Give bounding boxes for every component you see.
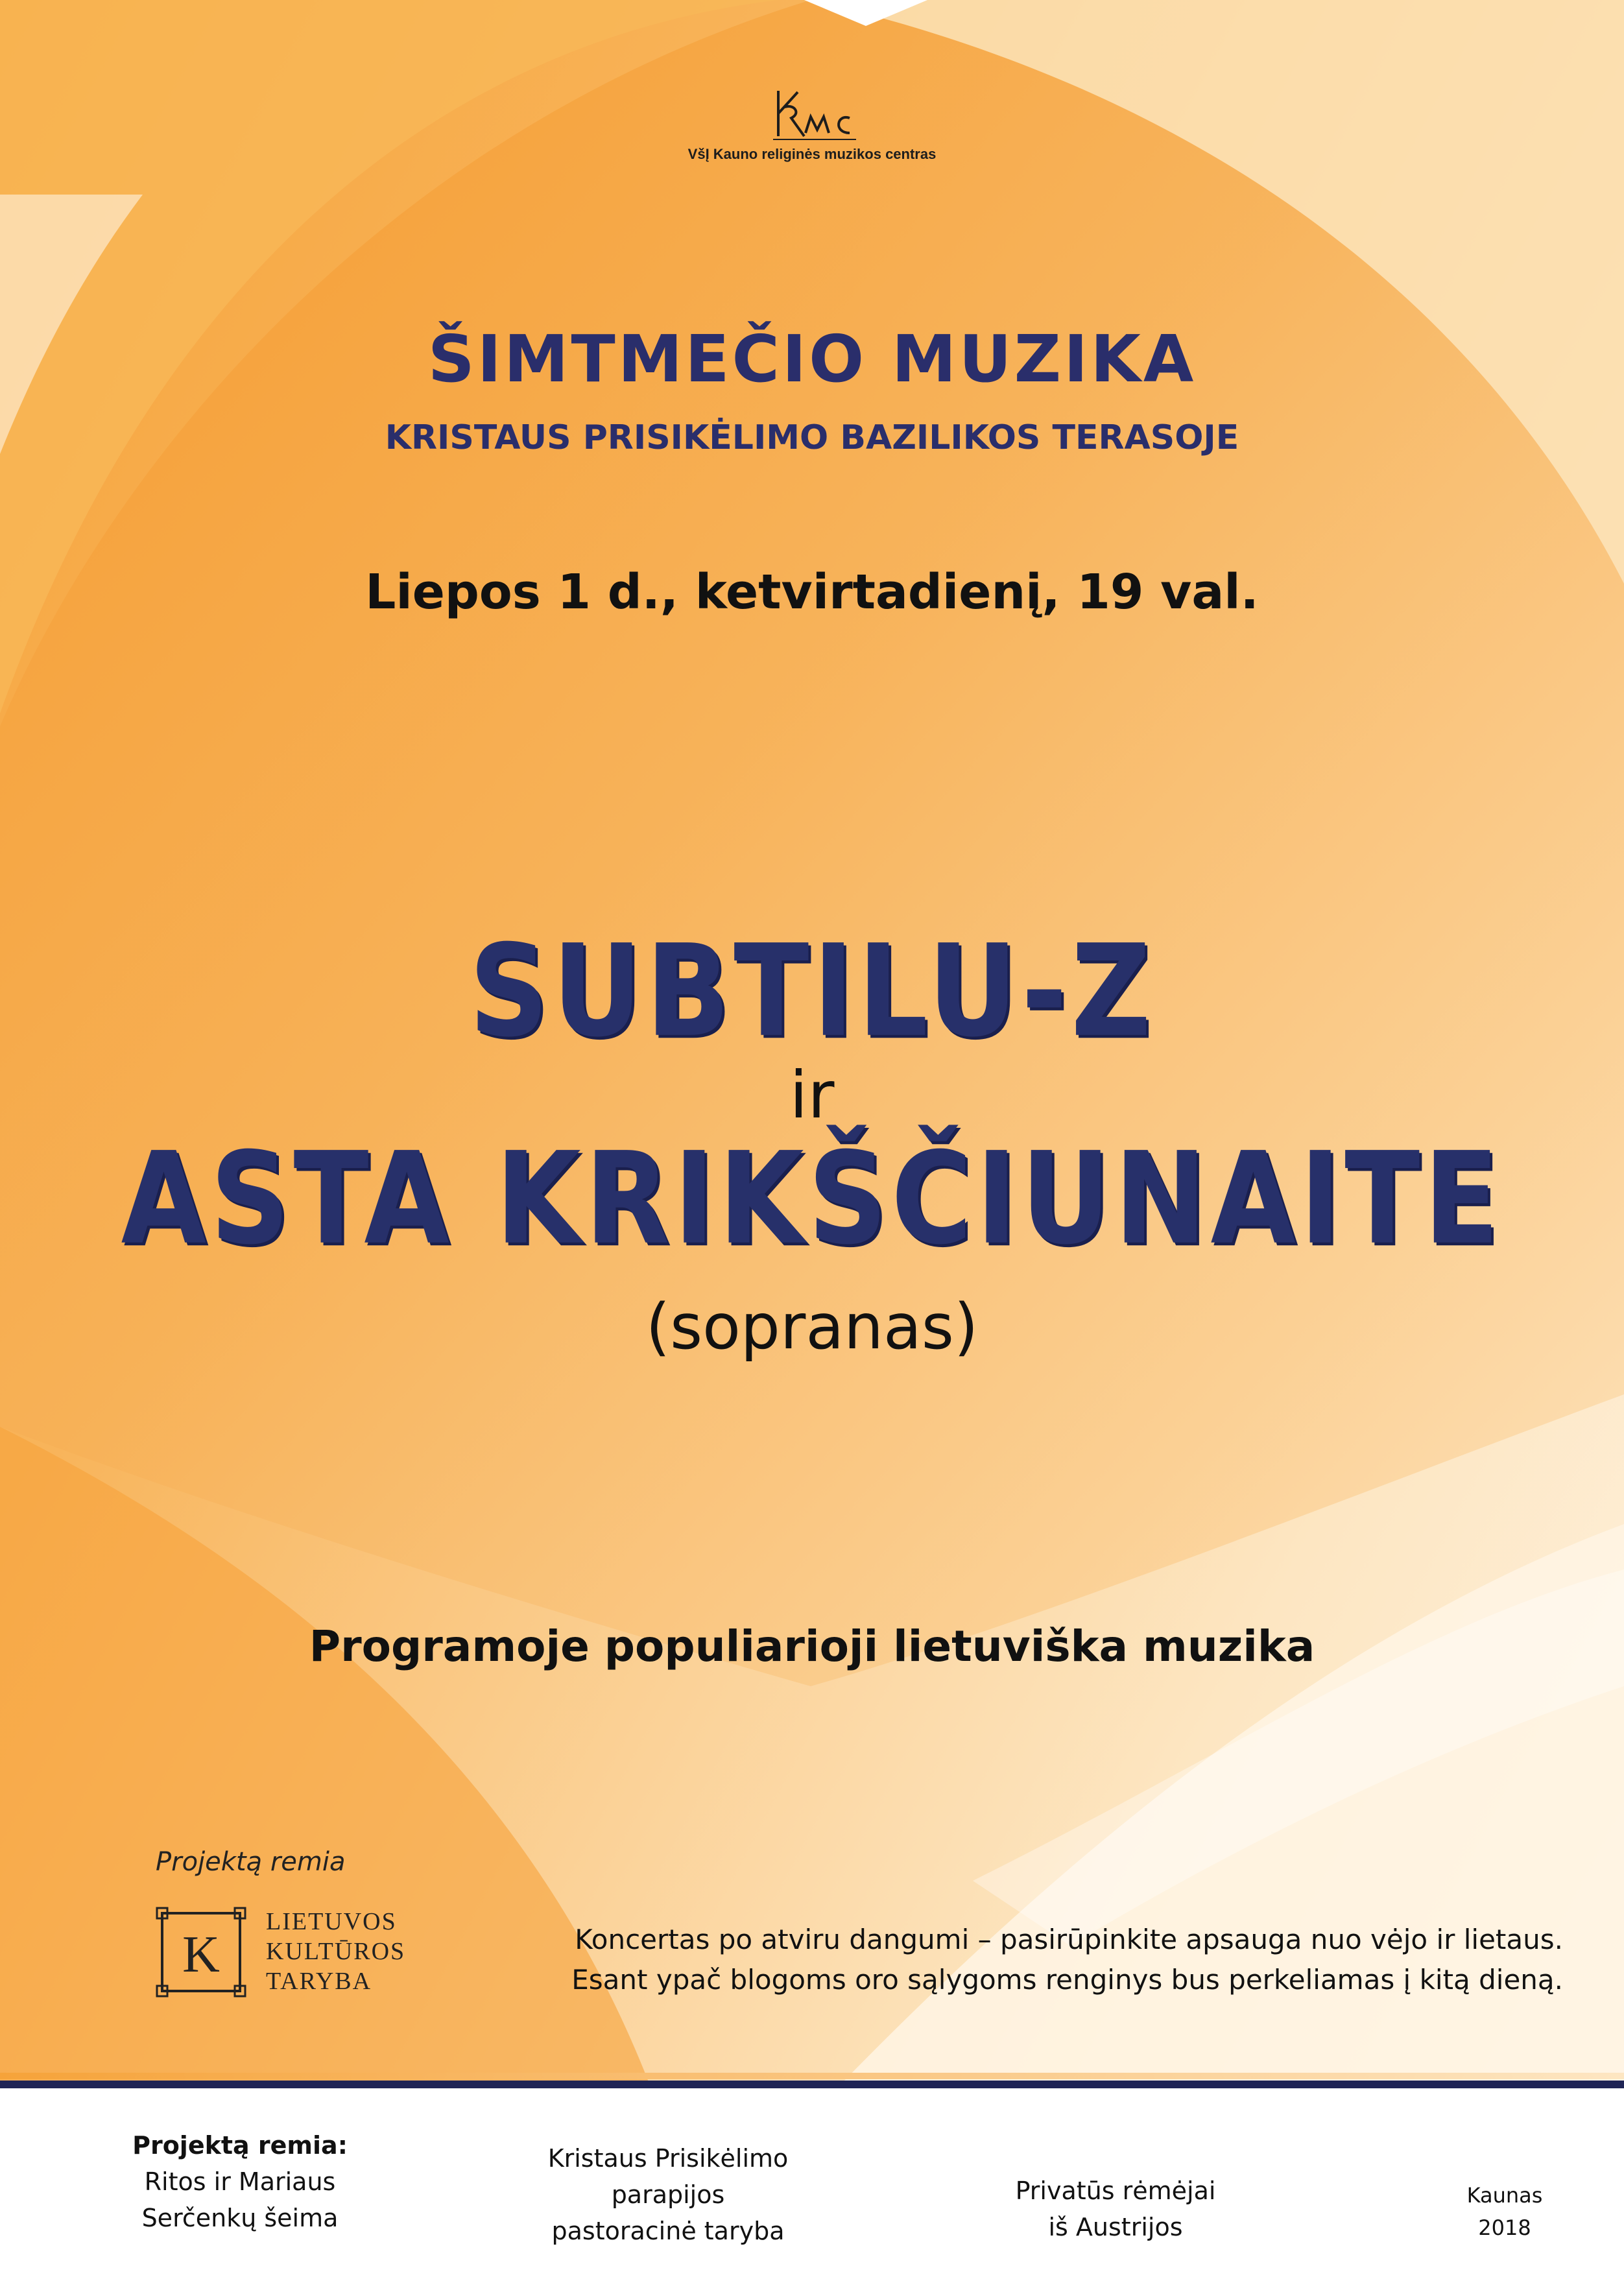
lkt-name-line: LIETUVOS: [266, 1908, 397, 1935]
footer-supporter-2: [506, 2140, 830, 2249]
program-description: Programoje populiarioji lietuviška muzika: [309, 1621, 1315, 1671]
footer-line: pastoracinė taryba: [551, 2217, 785, 2245]
footer-place: Kaunas: [1466, 2183, 1543, 2208]
lkt-name-line: KULTŪROS: [266, 1938, 406, 1965]
venue-subtitle: KRISTAUS PRISIKĖLIMO BAZILIKOS TERASOJE: [385, 418, 1239, 457]
divider-navy: [0, 2081, 1624, 2088]
event-date-time: Liepos 1 d., ketvirtadienį, 19 val.: [365, 564, 1259, 620]
footer-line: parapijos: [611, 2180, 725, 2209]
performer-conjunction: ir: [789, 1057, 835, 1133]
footer-line: Kristaus Prisikėlimo: [547, 2144, 789, 2173]
footer-line: Privatūs rėmėjai: [1015, 2177, 1216, 2205]
lkt-name: [266, 1907, 405, 1996]
notice-line: Esant ypač blogoms oro sąlygoms renginys bus perkeliamas į kitą dieną.: [571, 1964, 1563, 1996]
lkt-logo-icon: [156, 1907, 246, 1998]
lkt-name-line: TARYBA: [266, 1968, 372, 1995]
krmc-logo-icon: [765, 84, 863, 149]
footer-line: iš Austrijos: [1048, 2213, 1183, 2241]
footer-supporter-1: [110, 2127, 370, 2236]
footer-place-year: [1446, 2179, 1563, 2244]
performer-name-secondary: ASTA KRIKŠČIUNAITE: [121, 1125, 1503, 1273]
lkt-logo-letter: K: [182, 1926, 220, 1983]
notice-line: Koncertas po atviru dangumi – pasirūpinkite apsauga nuo vėjo ir lietaus.: [575, 1924, 1563, 1955]
footer-line: Serčenkų šeima: [141, 2204, 339, 2232]
sponsor-label: Projektą remia: [156, 1847, 346, 1877]
performer-role: (sopranas): [645, 1291, 979, 1363]
logo-caption: VšĮ Kauno religinės muzikos centras: [687, 146, 937, 162]
divider-orange: [0, 2073, 1624, 2079]
performer-name-primary: SUBTILU-Z: [469, 918, 1155, 1066]
weather-notice: [512, 1920, 1563, 2000]
footer-year: 2018: [1478, 2215, 1531, 2240]
footer-line: Ritos ir Mariaus: [144, 2167, 336, 2196]
footer-support-label: Projektą remia:: [132, 2131, 348, 2160]
series-title: ŠIMTMEČIO MUZIKA: [427, 321, 1197, 397]
footer-supporter-3: [960, 2173, 1271, 2245]
